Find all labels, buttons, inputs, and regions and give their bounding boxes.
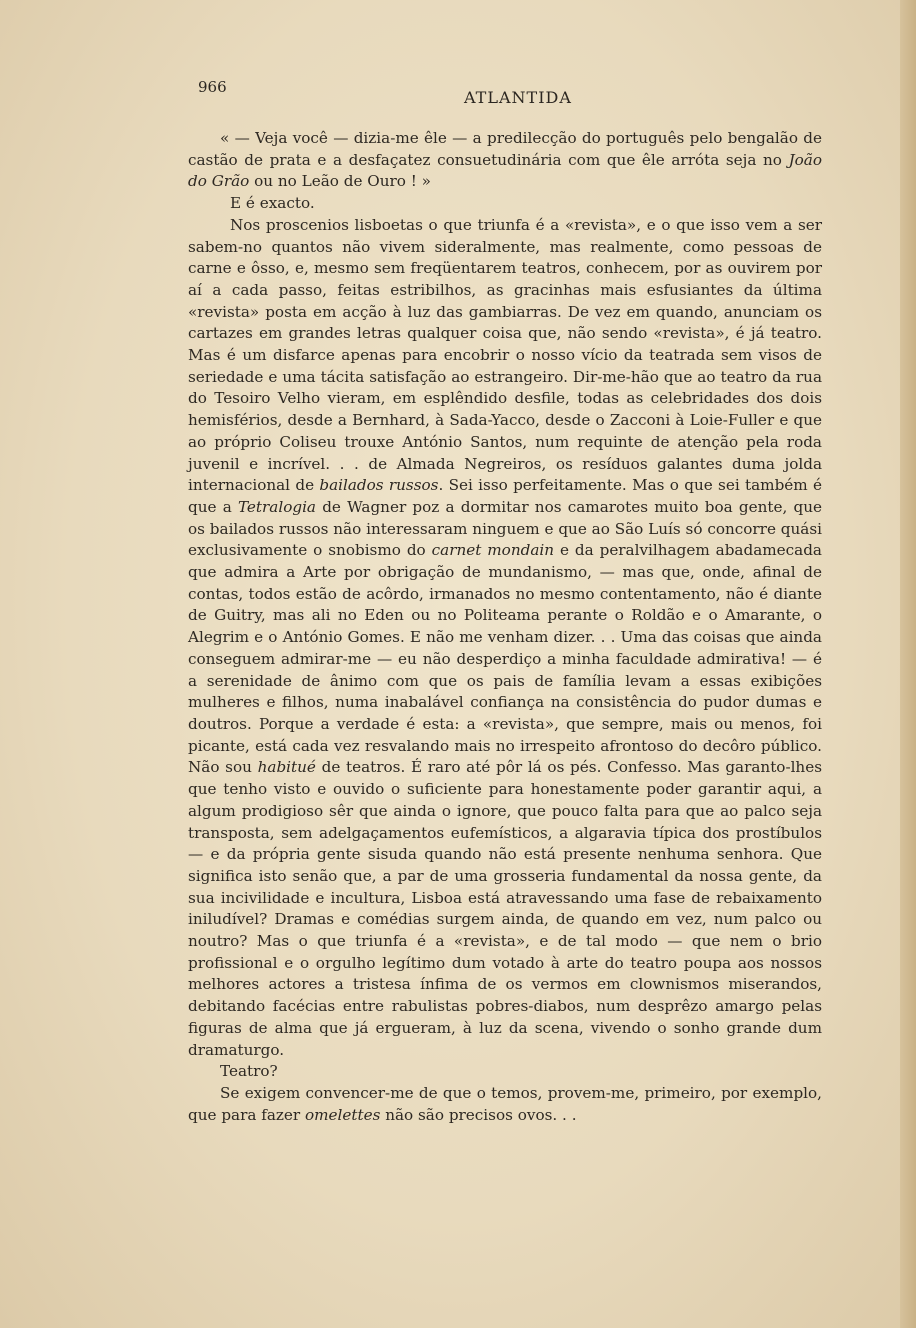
body-text <box>188 128 822 1126</box>
italic-segment: omelettes <box>305 1105 381 1124</box>
text-segment: de Wagner poz a dormitar nos camarotes muito boa gente, que os bailados russos não interessaram ninguem e que ao São Luís só concorre quási exclusivamente o snobismo do <box>188 497 822 560</box>
text-segment: . Sei isso perfeitamente. Mas o que sei também é que a <box>188 476 822 516</box>
paragraph-closing <box>188 1083 822 1126</box>
paragraph-question <box>188 1061 822 1083</box>
text-segment: Teatro? <box>220 1062 278 1081</box>
italic-segment: habitué <box>257 758 316 777</box>
page-header <box>198 78 818 108</box>
text-segment: de teatros. É raro até pôr lá os pés. Confesso. Mas garanto-lhes que tenho visto e ouvido o suficiente para honestamente poder garantir aqui, a algum prodigioso sêr que ainda o ignore, que pouco falta para que ao palco seja transposta, sem adelgaçamentos eufemísticos, a algaravia típica dos prostíbulos — e da própria gente sisuda quando não está presente nenhuma senhora. Que significa isto senão que, a par de uma grosseria fundamental da nossa gente, da sua incivilidade e incultura, Lisboa está atravessando uma fase de rebaixamento iniludível? Dramas e comédias surgem ainda, de quando em vez, num palco ou noutro? Mas o que triunfa é a «revista», e de tal modo — que nem o brio profissional e o orgulho legítimo dum votado à arte do teatro poupa aos nossos melhores actores a tristesa ínfima de os vermos em clownismos miserandos, debitando facécias entre rabulistas pobres-diabos, num desprêzo amargo pelas figuras de alma que já ergueram, à luz da scena, vivendo o sonho grande dum dramaturgo. <box>188 758 822 1059</box>
text-segment: E é exacto. <box>230 194 315 213</box>
text-segment: Se exigem convencer-me de que o temos, provem-me, primeiro, por exemplo, que para fazer <box>188 1083 822 1124</box>
paragraph-quote <box>188 128 822 193</box>
page-number: 966 <box>198 78 227 96</box>
paragraph-short <box>188 193 822 215</box>
text-segment: ou no Leão de Ouro ! » <box>249 172 431 191</box>
italic-segment: carnet mondain <box>431 541 555 560</box>
text-segment: não são precisos ovos. . . <box>380 1105 577 1124</box>
italic-segment: bailados russos <box>319 476 439 495</box>
paragraph-main <box>188 215 822 1061</box>
text-segment: Nos proscenios lisboetas o que triunfa é a «revista», e o que isso vem a ser sabem-no quantos não vivem sideralmente, mas realmente, como pessoas de carne e ôsso, e, mesmo sem freqüentarem teatros, conhecem, por as ouvirem por aí a cada passo, feitas estribilhos, as gracinhas mais esfusiantes da última «revista» posta em acção à luz das gambiarras. De vez em quando, anunciam os cartazes em grandes letras qualquer coisa que, não sendo «revista», é já teatro. Mas é um disfarce apenas para encobrir o nosso vício da teatrada sem visos de seriedade e uma tácita satisfação ao estrangeiro. Dir-me-hão que ao teatro da rua do Tesoiro Velho vieram, em esplêndido desfile, todas as celebridades dos dois hemisférios, desde a Bernhard, à Sada-Yacco, desde o Zacconi à Loie-Fuller e que ao próprio Coliseu trouxe António Santos, num requinte de atenção pela roda juvenil e incrível. . . de Almada Negreiros, os resíduos galantes duma jolda internacional de <box>188 215 822 495</box>
italic-segment: Tetralogia <box>237 497 316 516</box>
text-segment: e da peralvilhagem abadamecada que admira a Arte por obrigação de mundanismo, — mas que, onde, afinal de contas, todos estão de acôrdo, irmanados no mesmo contentamento, não é diante de Guitry, mas ali no Eden ou no Politeama perante o Roldão e o Amarante, o Alegrim e o António Gomes. E não me venham dizer. . . Uma das coisas que ainda conseguem admirar-me — eu não desperdiço a minha faculdade admirativa! — é a serenidade de ânimo com que os pais de família levam a essas exibições mulheres e filhos, numa inabalável confiança na consistência do pudor dumas e doutros. Porque a verdade é esta: a «revista», que sempre, mais ou menos, foi picante, está cada vez resvalando mais no irrespeito afrontoso do decôro público. Não sou <box>188 541 822 777</box>
text-segment: « — Veja você — dizia-me êle — a predilecção do português pelo bengalão de castão de prata e a desfaçatez consuetudinária com que êle arróta seja no <box>188 129 822 169</box>
italic-segment: João do Grão <box>188 150 822 191</box>
page-edge <box>900 0 916 1328</box>
running-title: ATLANTIDA <box>464 88 572 107</box>
